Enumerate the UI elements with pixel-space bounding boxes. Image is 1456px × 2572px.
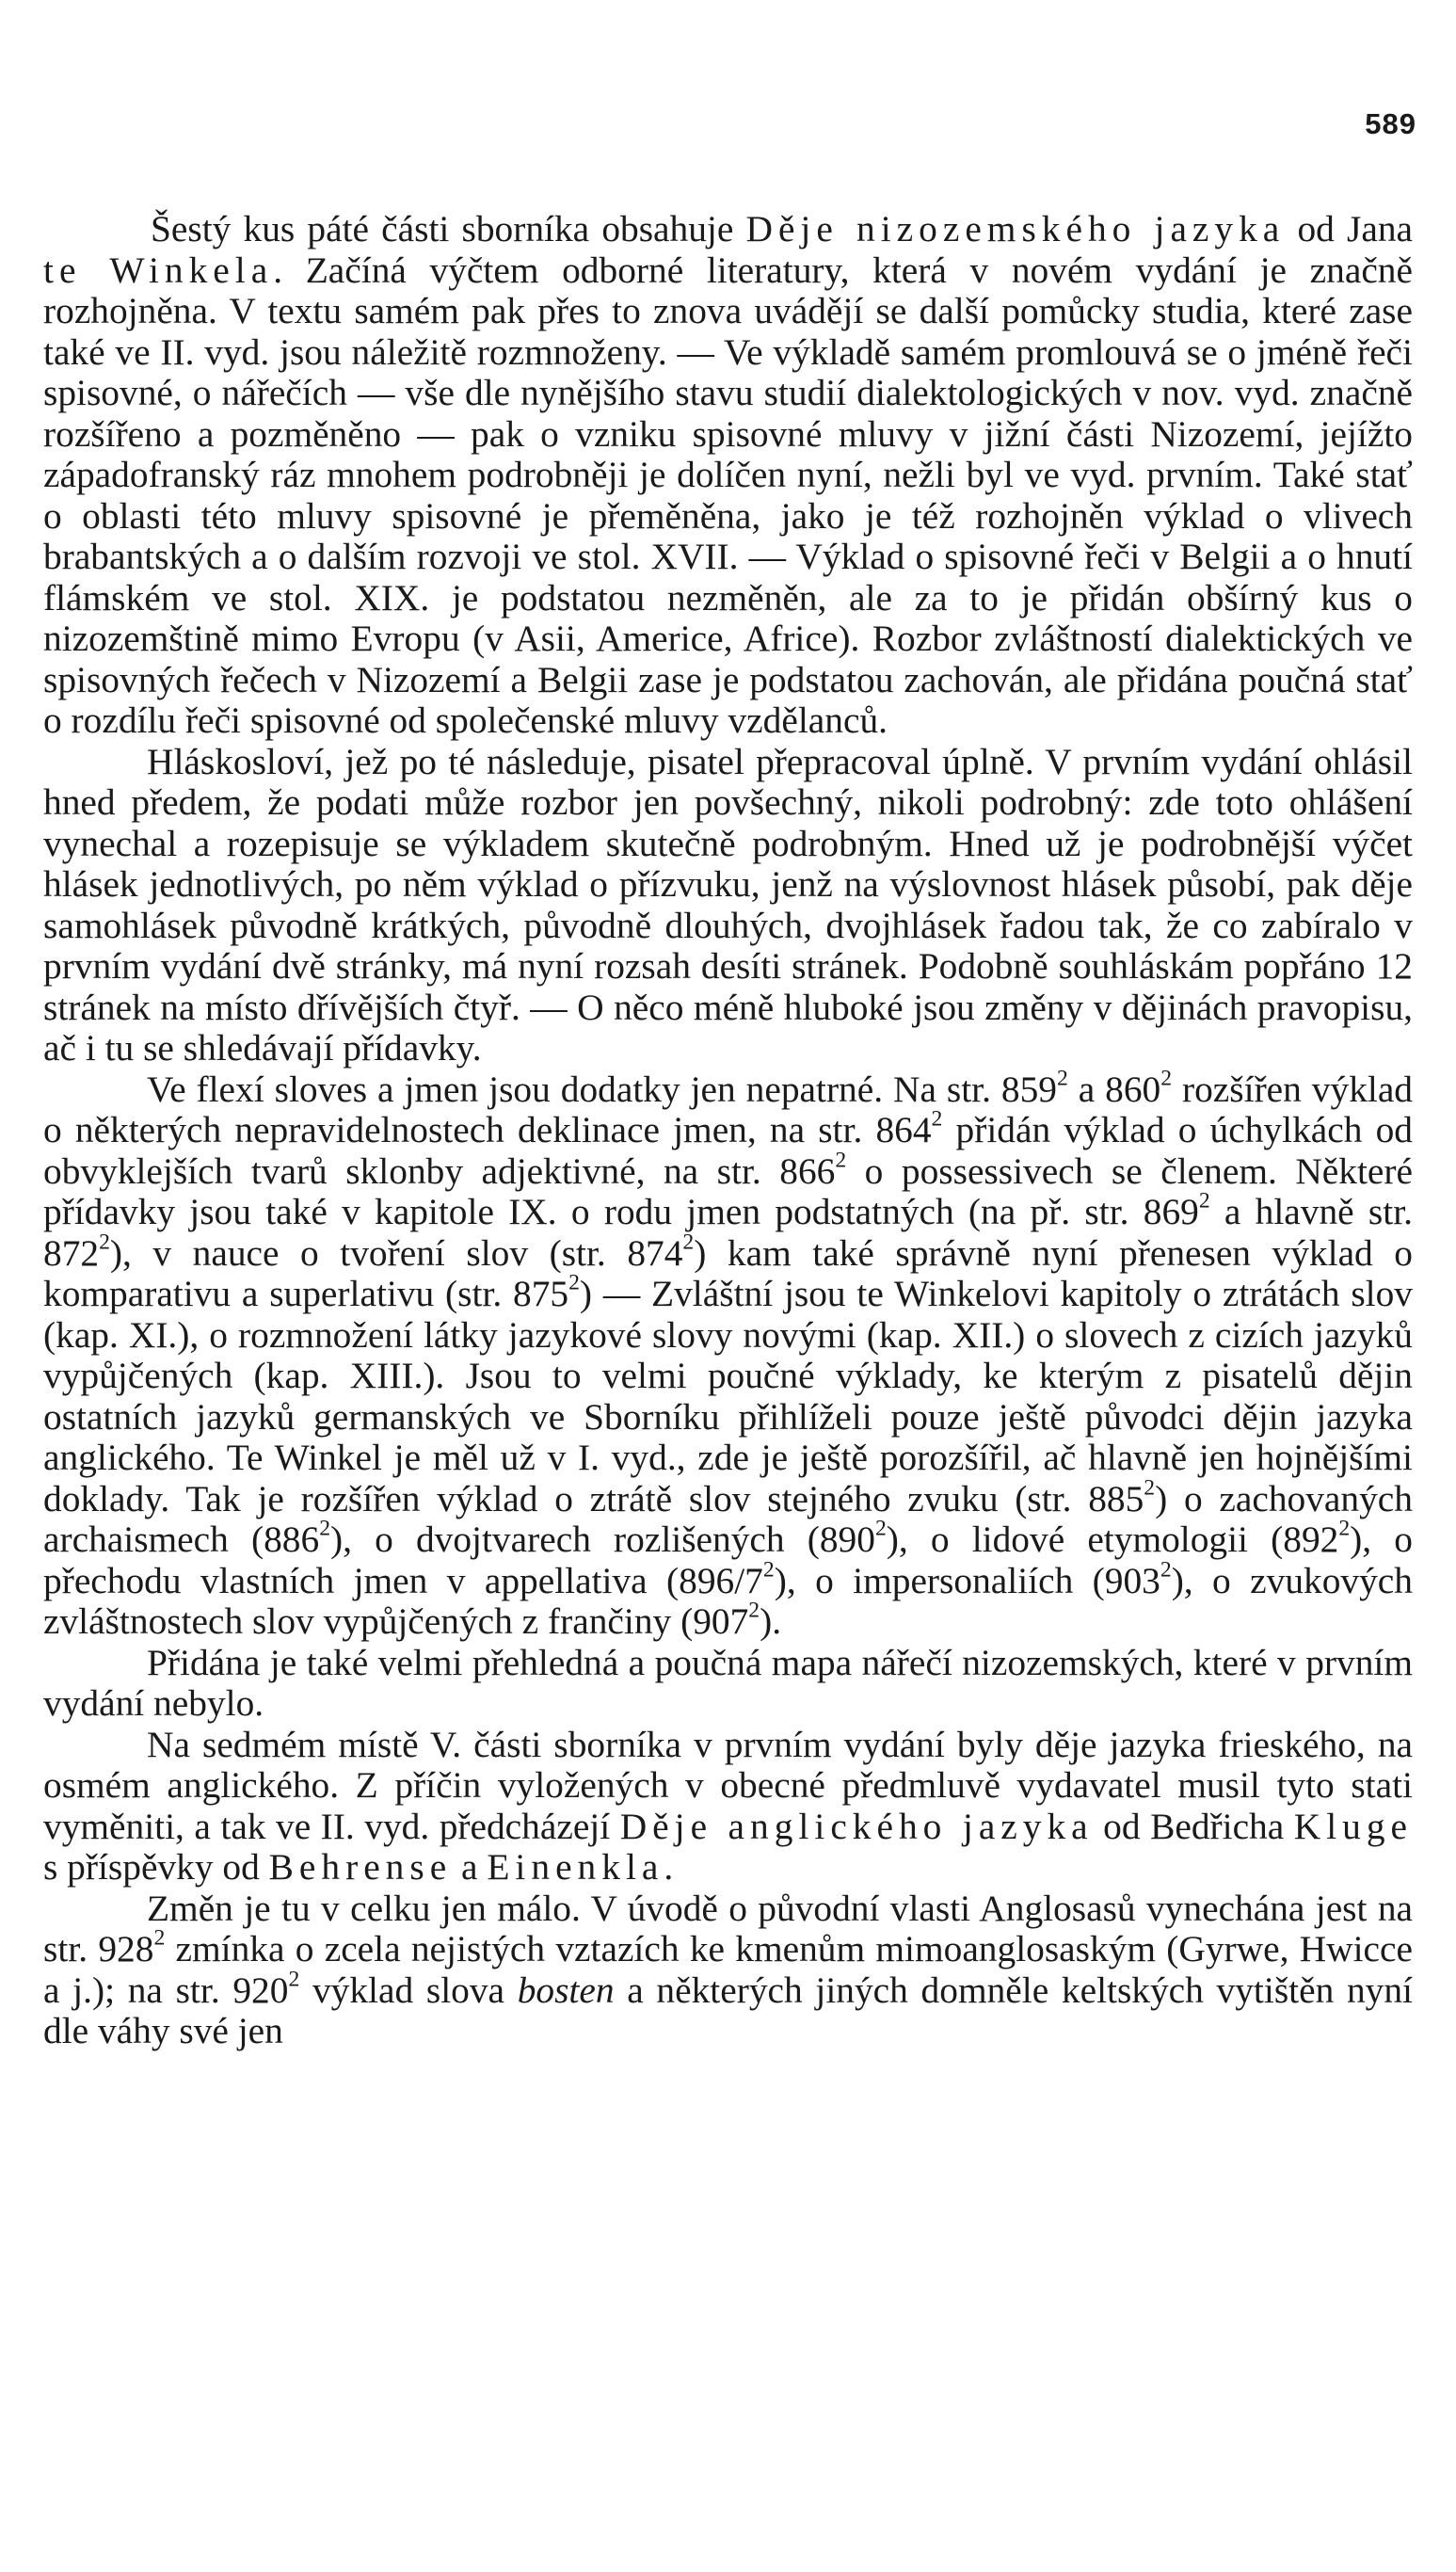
paragraph bbox=[43, 1643, 1413, 1725]
text-run: a 860 bbox=[1067, 1068, 1161, 1110]
paragraph bbox=[43, 1725, 1413, 1889]
text-run: ), v nauce o tvoření slov (str. 874 bbox=[109, 1231, 683, 1274]
italic-term: bosten bbox=[517, 1969, 615, 2011]
text-run: a některých jiných domněle keltských vytištěn nyní dle váhy své jen bbox=[43, 1969, 1413, 2051]
text-run: Ve flexí sloves a jmen jsou dodatky jen nepatrné. Na str. 859 bbox=[147, 1068, 1057, 1110]
text-run: od Jana bbox=[1285, 208, 1413, 249]
superscript-edition: 2 bbox=[1338, 1516, 1351, 1541]
superscript-edition: 2 bbox=[1144, 1474, 1156, 1500]
spaced-emphasis: Děje nizozemského jazyka bbox=[745, 208, 1286, 249]
spaced-emphasis: Kluge bbox=[1293, 1805, 1414, 1847]
text-block bbox=[43, 209, 1413, 2052]
superscript-edition: 2 bbox=[153, 1925, 166, 1951]
text-run: Hláskosloví, jež po té následuje, pisatel přepracoval úplně. V prvním vydání ohlásil hned předem, že podati může rozbor jen povšechný, nikoli podrobný: zde toto ohlášení vynechal a rozepisuje se výkladem skutečně podrobným. Hned už je podrobnější výčet hlásek jednotlivých, po něm výklad o přízvuku, jenž na výslovnost hlásek působí, pak děje samohlásek původně krátkých, původně dlouhých, dvojhlásek řadou tak, že co zabíralo v prvním vydání dvě stránky, má nyní rozsah desíti stránek. Podobně souhláskám popřáno 12 stránek na místo dřívějších čtyř. — O něco méně hluboké jsou změny v dějinách pravopisu, ač i tu se shledávají přídavky. bbox=[43, 740, 1413, 1069]
paragraph bbox=[43, 742, 1413, 1069]
text-run: Přidána je také velmi přehledná a poučná mapa nářečí nizozemských, které v prvním vydání nebylo. bbox=[43, 1641, 1413, 1724]
text-run: . bbox=[664, 1846, 674, 1888]
superscript-edition: 2 bbox=[99, 1229, 110, 1254]
text-run: ), o dvojtvarech rozlišených (890 bbox=[330, 1519, 875, 1560]
text-run: Šestý kus páté části sborníka obsahuje bbox=[151, 208, 746, 249]
text-run: ) o zachovaných archaismech (886 bbox=[43, 1477, 1413, 1560]
superscript-edition: 2 bbox=[1160, 1556, 1172, 1582]
superscript-edition: 2 bbox=[1056, 1065, 1068, 1090]
spaced-emphasis: Behrense bbox=[268, 1846, 453, 1888]
text-run: Změn je tu v celku jen málo. V úvodě o původní vlasti Anglosasů vynechána jest na str. 928 bbox=[43, 1887, 1413, 1969]
spaced-emphasis: Děje anglického jazyka bbox=[619, 1805, 1094, 1847]
superscript-edition: 2 bbox=[288, 1966, 300, 1991]
superscript-edition: 2 bbox=[748, 1598, 760, 1623]
superscript-edition: 2 bbox=[874, 1516, 887, 1541]
text-run: ), o lidové etymologii (892 bbox=[886, 1519, 1339, 1560]
superscript-edition: 2 bbox=[1160, 1065, 1173, 1090]
text-run: ) — Zvláštní jsou te Winkelovi kapitoly o ztrátách slov (kap. XI.), o rozmnožení látky jazykové slovy novými (kap. XII.) o slovech z cizích jazyků vypůjčených (kap. XIII.). Jsou to velmi poučné výklady, ke kterým z pisatelů dějin ostatních jazyků germanských ve Sborníku přihlíželi pouze ještě původci dějin jazyka anglického. Te Winkel je měl už v I. vyd., zde je ještě porozšířil, ač hlavně jen hojnějšími doklady. Tak je rozšířen výklad o ztrátě slov stejného zvuku (str. 885 bbox=[43, 1273, 1413, 1519]
spaced-emphasis: te Winkela bbox=[43, 249, 274, 291]
text-run: ), o impersonaliích (903 bbox=[774, 1559, 1160, 1601]
text-run: ) kam také správně nyní přenesen výklad o komparativu a superlativu (str. 875 bbox=[43, 1231, 1413, 1314]
spaced-emphasis: Einenkla bbox=[487, 1846, 664, 1888]
text-run: . Začíná výčtem odborné literatury, která v novém vydání je značně rozhojněna. V textu samém pak přes to znova uvádějí se další pomůcky studia, které zase také ve II. vyd. jsou náležitě rozmnoženy. — Ve výkladě samém promlouvá se o jméně řeči spisovné, o nářečích — vše dle nynějšího stavu studií dialektologických v nov. vyd. značně rozšířeno a pozměněno — pak o vzniku spisovné mluvy v jižní části Nizozemí, jejížto západofranský ráz mnohem podrobněji je dolíčen nyní, nežli byl ve vyd. prvním. Také stať o oblasti této mluvy spisovné je přeměněna, jako je též rozhojněn výklad o vlivech brabantských a o dalším rozvoji ve stol. XVII. — Výklad o spisovné řeči v Belgii a o hnutí flámském ve stol. XIX. je podstatou nezměněn, ale za to je přidán obšírný kus o nizozemštině mimo Evropu (v Asii, Americe, Africe). Rozbor zvláštností dialektických ve spisovných řečech v Nizozemí a Belgii zase je podstatou zachován, ale přidána poučná stať o rozdílu řeči spisovné od společenské mluvy vzdělanců. bbox=[43, 249, 1413, 741]
text-run: výklad slova bbox=[299, 1969, 518, 2011]
paragraph bbox=[43, 1889, 1413, 2052]
superscript-edition: 2 bbox=[762, 1556, 775, 1582]
text-run: zmínka o zcela nejistých vztazích ke kmenům mimoanglosaským (Gyrwe, Hwicce a j.); na str. 920 bbox=[43, 1928, 1414, 2011]
superscript-edition: 2 bbox=[1198, 1188, 1210, 1214]
superscript-edition: 2 bbox=[835, 1147, 847, 1172]
text-run: ). bbox=[760, 1600, 782, 1642]
page-number: 589 bbox=[1365, 107, 1416, 140]
superscript-edition: 2 bbox=[568, 1270, 580, 1295]
superscript-edition: 2 bbox=[931, 1106, 943, 1132]
paragraph bbox=[43, 209, 1413, 742]
text-run: s příspěvky od bbox=[43, 1846, 269, 1888]
superscript-edition: 2 bbox=[319, 1516, 330, 1541]
paragraph bbox=[43, 1065, 1414, 1643]
text-run: ), o přechodu vlastních jmen v appellativa (896/7 bbox=[43, 1519, 1413, 1601]
text-run: a hlavně str. 872 bbox=[43, 1191, 1413, 1274]
text-run: ), o zvukových zvláštnostech slov vypůjčených z frančiny (907 bbox=[43, 1559, 1413, 1642]
text-run: přidán výklad o úchylkách od obvyklejších tvarů sklonby adjektivné, na str. 866 bbox=[43, 1109, 1413, 1192]
text-run: od Bedřicha bbox=[1093, 1805, 1294, 1847]
superscript-edition: 2 bbox=[682, 1229, 695, 1254]
text-run: rozšířen výklad o některých nepravidelnostech deklinace jmen, na str. 864 bbox=[43, 1068, 1414, 1150]
text-run: a bbox=[452, 1846, 488, 1888]
text-run: o possessivech se členem. Některé přídavky jsou také v kapitole IX. o rodu jmen podstatných (na př. str. 869 bbox=[43, 1149, 1413, 1232]
text-run: Na sedmém místě V. části sborníka v prvním vydání byly děje jazyka frieského, na osmém anglického. Z příčin vyložených v obecné předmluvě vydavatel musil tyto stati vyměniti, a tak ve II. vyd. předcházejí bbox=[43, 1723, 1413, 1847]
